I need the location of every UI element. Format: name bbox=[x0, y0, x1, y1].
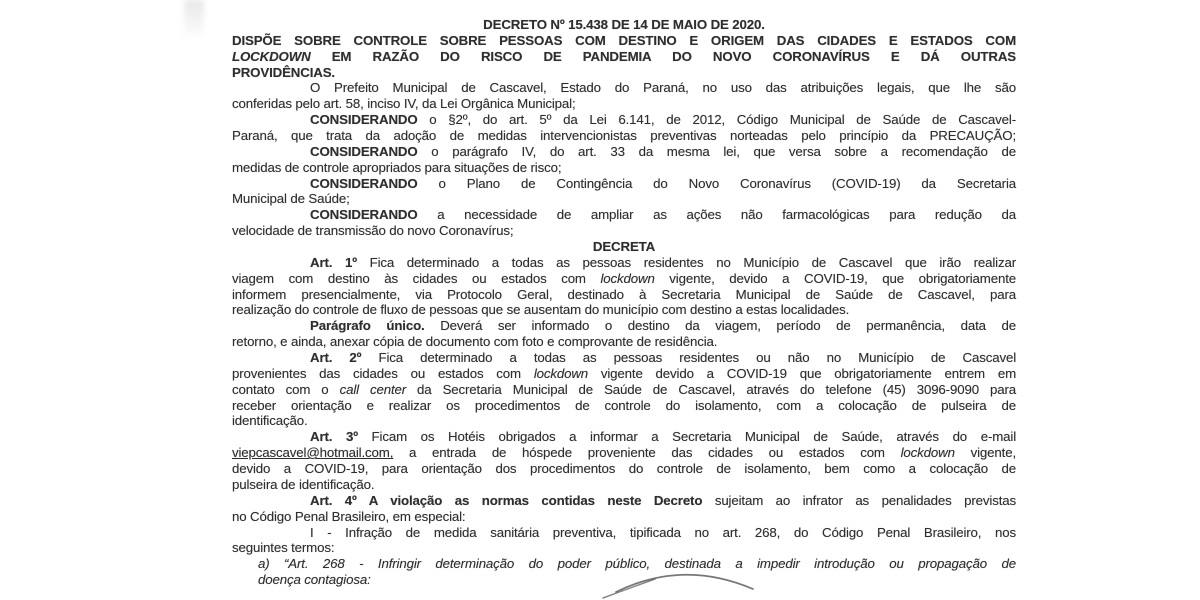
doc-text-segment: identificação. bbox=[232, 413, 308, 429]
doc-line bbox=[232, 477, 1016, 493]
doc-text-segment: informem presencialmente, via Protocolo Geral, destinado à Secretaria Municipal de Saúde de Cascavel, para bbox=[232, 286, 1016, 302]
doc-text-segment: vigente, devido a COVID-19, que obrigatoriamente bbox=[654, 270, 1016, 286]
doc-text-segment: LOCKDOWN bbox=[232, 48, 311, 64]
doc-line bbox=[232, 318, 1016, 334]
doc-line bbox=[232, 160, 1016, 176]
doc-line bbox=[232, 525, 1016, 541]
doc-text-segment: CONSIDERANDO bbox=[310, 175, 418, 191]
decreta-heading bbox=[232, 239, 1016, 255]
doc-line bbox=[232, 382, 1016, 398]
doc-line bbox=[232, 80, 1016, 96]
doc-text-segment: receber orientação e realizar os procedimentos de controle do isolamento, com a colocação de pulseira de bbox=[232, 397, 1016, 413]
doc-text-segment: conferidas pelo art. 58, inciso IV, da Lei Orgânica Municipal; bbox=[232, 96, 576, 112]
doc-text-segment: o parágrafo IV, do art. 33 da mesma lei, que versa sobre a recomendação de bbox=[417, 143, 1016, 159]
doc-text-segment: Art. 1º bbox=[310, 254, 357, 270]
doc-text-segment: no Código Penal Brasileiro, em especial: bbox=[232, 508, 466, 524]
email-address: viepcascavel@hotmail.com, bbox=[232, 445, 394, 461]
doc-text-segment: realização do controle de fluxo de pessoas que se ausentam do município com destino a estas localidades. bbox=[232, 302, 850, 318]
doc-line bbox=[232, 572, 1016, 588]
scan-artifact bbox=[184, 0, 204, 40]
doc-text-segment: seguintes termos: bbox=[232, 540, 335, 556]
doc-text-segment: viagem com destino às cidades ou estados com bbox=[232, 270, 601, 286]
doc-line bbox=[232, 350, 1016, 366]
doc-line bbox=[232, 445, 1016, 461]
doc-text-segment: devido a COVID-19, para orientação dos procedimentos do controle de isolamento, bem como a colocação de bbox=[232, 461, 1016, 477]
doc-line bbox=[232, 271, 1016, 287]
doc-line bbox=[232, 191, 1016, 207]
doc-text-segment: CONSIDERANDO bbox=[310, 112, 418, 128]
doc-text-segment: DECRETA bbox=[592, 239, 656, 255]
doc-line bbox=[232, 144, 1016, 160]
doc-line bbox=[232, 540, 1016, 556]
doc-text-segment: DECRETO Nº 15.438 DE 14 DE MAIO DE 2020. bbox=[483, 17, 765, 32]
doc-line bbox=[232, 302, 1016, 318]
doc-text-segment: EM RAZÃO DO RISCO DE PANDEMIA DO NOVO CORONAVÍRUS E DÁ OUTRAS bbox=[310, 48, 1016, 64]
doc-text-segment: Art. 3º bbox=[310, 429, 358, 445]
doc-text-segment: Parágrafo único. bbox=[310, 318, 425, 334]
doc-text-segment: doença contagiosa: bbox=[258, 572, 371, 588]
doc-text-segment: velocidade de transmissão do novo Coronavírus; bbox=[232, 223, 514, 239]
doc-line bbox=[232, 556, 1016, 572]
doc-text-segment: Deverá ser informado o destino da viagem, período de permanência, data de bbox=[424, 318, 1016, 334]
doc-text-segment: Municipal de Saúde; bbox=[232, 191, 350, 207]
document-text bbox=[232, 17, 1016, 588]
doc-line bbox=[232, 366, 1016, 382]
doc-text-segment: lockdown bbox=[533, 365, 589, 381]
doc-text-segment: vigente devido a COVID-19 que obrigatoriamente entrem em bbox=[588, 365, 1016, 381]
doc-line bbox=[232, 334, 1016, 350]
doc-text-segment: call center bbox=[339, 381, 407, 397]
doc-text-segment: Ficam os Hotéis obrigados a informar a Secretaria Municipal de Saúde, através do e-mail bbox=[357, 429, 1017, 445]
doc-line bbox=[232, 33, 1016, 49]
doc-text-segment: PROVIDÊNCIAS. bbox=[232, 64, 335, 80]
doc-line bbox=[232, 96, 1016, 112]
doc-text-segment: CONSIDERANDO bbox=[310, 143, 418, 159]
doc-text-segment: contato com o bbox=[232, 381, 340, 397]
doc-line bbox=[232, 65, 1016, 81]
doc-text-segment: medidas de controle apropriados para situações de risco; bbox=[232, 159, 562, 175]
doc-text-segment: a) “Art. 268 - Infringir determinação do poder público, destinada a impedir introdução ou propagação de bbox=[258, 556, 1016, 572]
doc-text-segment: Fica determinado a todas as pessoas residentes ou não no Município de Cascavel bbox=[361, 350, 1016, 366]
doc-text-segment: O Prefeito Municipal de Cascavel, Estado do Paraná, no uso das atribuições legais, que lhe são bbox=[310, 80, 1016, 96]
doc-text-segment: CONSIDERANDO bbox=[310, 207, 418, 223]
doc-line bbox=[232, 223, 1016, 239]
doc-line bbox=[232, 49, 1016, 65]
doc-text-segment: o Plano de Contingência do Novo Coronavírus (COVID-19) da Secretaria bbox=[417, 175, 1016, 191]
decree-title bbox=[232, 17, 1016, 33]
doc-text-segment: da Secretaria Municipal de Saúde de Cascavel, através do telefone (45) 3096-9090 para bbox=[406, 381, 1016, 397]
doc-text-segment: Art. 4º A violação as normas contidas neste Decreto bbox=[310, 492, 703, 508]
doc-text-segment: I - Infração de medida sanitária preventiva, tipificada no art. 268, do Código Penal Brasileiro, nos bbox=[310, 524, 1016, 540]
doc-line bbox=[232, 461, 1016, 477]
doc-text-segment: retorno, e ainda, anexar cópia de documento com foto e comprovante de residência. bbox=[232, 334, 718, 350]
doc-line bbox=[232, 112, 1016, 128]
doc-line bbox=[232, 255, 1016, 271]
doc-line bbox=[232, 413, 1016, 429]
doc-line bbox=[232, 398, 1016, 414]
doc-text-segment: pulseira de identificação. bbox=[232, 476, 375, 492]
doc-text-segment: provenientes das cidades ou estados com bbox=[232, 365, 534, 381]
doc-text-segment: Fica determinado a todas as pessoas residentes no Município de Cascavel que irão realizar bbox=[356, 254, 1017, 270]
doc-line bbox=[232, 429, 1016, 445]
doc-text-segment: Paraná, que trata da adoção de medidas intervencionistas preventivas norteadas pelo princípio da PRECAUÇÃO; bbox=[232, 128, 1016, 144]
doc-line bbox=[232, 176, 1016, 192]
doc-text-segment: lockdown bbox=[900, 445, 955, 461]
doc-text-segment: vigente, bbox=[954, 445, 1016, 461]
doc-line bbox=[232, 128, 1016, 144]
doc-text-segment: sujeitam ao infrator as penalidades previstas bbox=[702, 492, 1016, 508]
doc-text-segment: a necessidade de ampliar as ações não farmacológicas para redução da bbox=[417, 207, 1016, 223]
doc-line bbox=[232, 509, 1016, 525]
doc-line bbox=[232, 493, 1016, 509]
doc-line bbox=[232, 287, 1016, 303]
doc-text-segment: DISPÕE SOBRE CONTROLE SOBRE PESSOAS COM DESTINO E ORIGEM DAS CIDADES E ESTADOS COM bbox=[232, 32, 1016, 48]
doc-text-segment: Art. 2º bbox=[310, 350, 362, 366]
doc-text-segment: a entrada de hóspede proveniente das cidades ou estados com bbox=[393, 445, 901, 461]
doc-text-segment: o §2º, do art. 5º da Lei 6.141, de 2012, Código Municipal de Saúde de Cascavel- bbox=[417, 112, 1016, 128]
doc-line bbox=[232, 207, 1016, 223]
doc-text-segment: lockdown bbox=[600, 270, 655, 286]
